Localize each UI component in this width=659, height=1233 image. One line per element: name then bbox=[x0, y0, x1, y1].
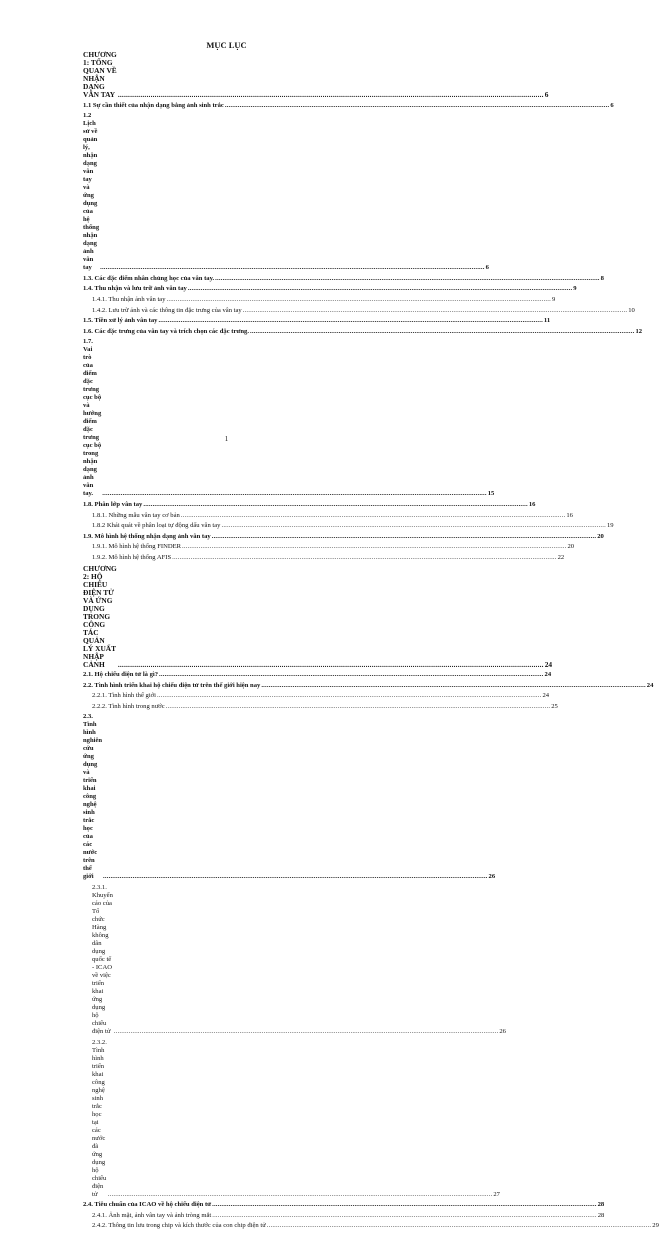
toc-entry-page: 26 bbox=[499, 1028, 506, 1036]
toc-entry-page: 24 bbox=[544, 671, 552, 679]
toc-entry-page: 28 bbox=[597, 1211, 605, 1219]
toc-leader-dots bbox=[212, 1201, 596, 1209]
toc-entry-label: 1.5. Tiền xử lý ảnh vân tay bbox=[83, 317, 158, 325]
toc-entry-page: 8 bbox=[600, 274, 604, 282]
toc-entry-page: 6 bbox=[544, 90, 549, 99]
toc-entry[interactable] bbox=[83, 553, 565, 562]
toc-entry-page: 9 bbox=[573, 285, 577, 293]
toc-leader-dots bbox=[167, 296, 551, 304]
toc-entry-label: 1.9.1. Mô hình hệ thống FINDER bbox=[92, 543, 182, 551]
toc-entry-page: 29 bbox=[652, 1222, 659, 1230]
toc-entry[interactable] bbox=[83, 522, 614, 530]
toc-entry-label: 2.2.2. Tình hình trong nước bbox=[92, 702, 165, 710]
toc-leader-dots bbox=[166, 703, 550, 711]
toc-entry-page: 9 bbox=[551, 295, 556, 303]
toc-entry-page: 6 bbox=[610, 101, 614, 109]
toc-entry-label: 2.4. Tiêu chuẩn của ICAO về hộ chiếu điện tử bbox=[83, 1201, 212, 1209]
toc-entry-page: 24 bbox=[542, 692, 550, 700]
toc-entry-page: 20 bbox=[567, 543, 575, 551]
toc-leader-dots bbox=[215, 275, 599, 283]
toc-entry[interactable] bbox=[83, 563, 553, 669]
toc-entry-page: 20 bbox=[597, 532, 604, 540]
toc-entry-page: 28 bbox=[597, 1201, 605, 1209]
toc-entry-page: 24 bbox=[544, 659, 553, 669]
table-of-contents bbox=[83, 50, 659, 1233]
toc-entry[interactable] bbox=[83, 671, 552, 679]
toc-entry[interactable] bbox=[83, 295, 556, 304]
toc-entry[interactable] bbox=[83, 112, 489, 272]
toc-leader-dots bbox=[267, 1222, 651, 1230]
toc-leader-dots bbox=[212, 533, 596, 541]
toc-entry-label: 1.8. Phân lớp vân tay bbox=[83, 500, 143, 508]
toc-entry-label: 1.2 Lịch sử về quản lý, nhận dạng vân tay và ứng dụng của hệ thống nhận dạng ảnh vân tay bbox=[83, 112, 100, 272]
toc-leader-dots bbox=[100, 264, 484, 272]
toc-entry-label: 2.4.1. Ảnh mặt, ảnh vân tay và ảnh tròng mắt bbox=[92, 1211, 212, 1219]
toc-entry-page: 26 bbox=[488, 873, 496, 881]
toc-entry[interactable] bbox=[83, 713, 496, 881]
toc-entry[interactable] bbox=[83, 101, 614, 110]
toc-entry-page: 10 bbox=[628, 306, 635, 314]
page-number: 1 bbox=[224, 435, 229, 443]
toc-entry[interactable] bbox=[83, 692, 550, 700]
toc-leader-dots bbox=[212, 1212, 596, 1220]
toc-entry[interactable] bbox=[83, 1038, 500, 1199]
toc-leader-dots bbox=[243, 307, 627, 315]
toc-entry[interactable] bbox=[83, 285, 577, 293]
toc-leader-dots bbox=[188, 285, 572, 293]
toc-entry-label: 2.4.2. Thông tin lưu trong chip và kích thước của con chip điện tử bbox=[92, 1222, 266, 1230]
toc-entry-label: 2.2. Tình hình triển khai hộ chiếu điện tử trên thế giới hiện nay bbox=[83, 681, 261, 689]
toc-entry-page: 24 bbox=[646, 681, 654, 689]
toc-leader-dots bbox=[261, 682, 645, 690]
toc-entry[interactable] bbox=[83, 884, 506, 1036]
toc-entry-label: 1.9. Mô hình hệ thống nhận dạng ảnh vân tay bbox=[83, 532, 211, 540]
toc-entry-label: 1.3. Các đặc điểm nhân chủng học của vân tay. bbox=[83, 274, 215, 282]
toc-leader-dots bbox=[172, 554, 556, 562]
toc-entry-label: 2.3. Tình hình nghiên cứu ứng dụng và triển khai công nghệ sinh trắc học của các nước trên thế giới bbox=[83, 713, 103, 881]
toc-leader-dots bbox=[108, 1191, 492, 1199]
toc-entry[interactable] bbox=[83, 274, 604, 283]
toc-entry-page: 15 bbox=[487, 490, 495, 498]
toc-entry[interactable] bbox=[83, 702, 558, 711]
toc-leader-dots bbox=[118, 661, 544, 669]
toc-entry-label: 1.8.2 Khái quát về phân loại tự động dấu vân tay bbox=[92, 522, 221, 530]
toc-entry[interactable] bbox=[83, 1211, 605, 1220]
toc-title: MỤC LỤC bbox=[206, 40, 247, 50]
toc-entry-label: 2.3.2. Tình hình triển khai công nghệ sinh trắc học tại các nước đã ứng dụng hộ chiếu điện tử bbox=[92, 1038, 107, 1198]
toc-entry[interactable] bbox=[83, 500, 536, 509]
toc-entry-page: 19 bbox=[606, 522, 614, 530]
toc-entry-label: 2.1. Hộ chiếu điện tử là gì? bbox=[83, 671, 159, 679]
toc-entry-label: 1.4.2. Lưu trữ ảnh và các thông tin đặc trưng của vân tay bbox=[92, 306, 242, 314]
toc-entry[interactable] bbox=[83, 511, 573, 520]
toc-entry[interactable] bbox=[83, 327, 643, 336]
toc-entry-label: 1.1 Sự cần thiết của nhận dạng bằng ảnh sinh trắc bbox=[83, 101, 224, 109]
toc-entry[interactable] bbox=[83, 1222, 659, 1230]
toc-entry-label: 1.6. Các đặc trưng của vân tay và trích chọn các đặc trưng. bbox=[83, 327, 249, 335]
toc-entry-label: CHƯƠNG 1: TỔNG QUAN VỀ NHẬN DẠNG VÂN TAY bbox=[83, 50, 117, 99]
toc-entry-label: CHƯƠNG 2: HỘ CHIẾU ĐIỆN TỬ VÀ ỨNG DỤNG TRONG CÔNG TÁC QUẢN LÝ XUẤT NHẬP CẢNH bbox=[83, 563, 117, 669]
toc-entry[interactable] bbox=[83, 50, 549, 99]
toc-leader-dots bbox=[159, 671, 543, 679]
toc-entry-label: 1.7. Vai trò của điểm đặc trưng cục bộ và hướng điểm đặc trưng cục bộ trong nhận dạng ảnh vân tay. bbox=[83, 338, 102, 498]
toc-entry-label: 1.4.1. Thu nhận ảnh vân tay bbox=[92, 295, 166, 303]
toc-entry-page: 16 bbox=[566, 511, 573, 519]
toc-leader-dots bbox=[157, 692, 541, 700]
toc-entry-page: 22 bbox=[557, 553, 565, 561]
toc-leader-dots bbox=[225, 102, 609, 110]
toc-entry[interactable] bbox=[83, 338, 495, 498]
toc-entry[interactable] bbox=[83, 306, 635, 315]
toc-entry-label: 1.4. Thu nhận và lưu trữ ảnh vân tay bbox=[83, 285, 187, 293]
toc-leader-dots bbox=[114, 1028, 498, 1036]
toc-leader-dots bbox=[102, 490, 486, 498]
toc-entry-label: 2.3.1. Khuyến cáo của Tổ chức Hàng không dân dụng quốc tế - ICAO về việc triển khai ứng dụng hộ chiếu điện tử bbox=[92, 884, 113, 1036]
toc-leader-dots bbox=[158, 317, 542, 325]
toc-entry-label: 1.8.1. Những mẫu vân tay cơ bản bbox=[92, 511, 180, 519]
toc-entry[interactable] bbox=[83, 317, 551, 325]
toc-entry-label: 1.9.2. Mô hình hệ thống AFIS bbox=[92, 553, 172, 561]
toc-entry-label: 2.2.1. Tình hình thế giới bbox=[92, 692, 156, 700]
toc-entry[interactable] bbox=[83, 681, 654, 690]
toc-leader-dots bbox=[250, 328, 634, 336]
toc-leader-dots bbox=[103, 873, 487, 881]
toc-entry[interactable] bbox=[83, 1201, 605, 1209]
toc-entry-page: 27 bbox=[493, 1190, 500, 1198]
toc-leader-dots bbox=[221, 522, 605, 530]
toc-entry-page: 6 bbox=[485, 264, 489, 272]
toc-leader-dots bbox=[143, 501, 527, 509]
toc-entry-page: 16 bbox=[528, 500, 536, 508]
toc-leader-dots bbox=[118, 91, 544, 99]
toc-entry-page: 12 bbox=[635, 327, 643, 335]
toc-entry[interactable] bbox=[83, 532, 604, 541]
toc-entry-page: 11 bbox=[543, 317, 551, 325]
toc-leader-dots bbox=[181, 512, 565, 520]
toc-entry-page: 25 bbox=[551, 702, 558, 710]
toc-leader-dots bbox=[182, 543, 566, 551]
toc-entry[interactable] bbox=[83, 543, 575, 551]
